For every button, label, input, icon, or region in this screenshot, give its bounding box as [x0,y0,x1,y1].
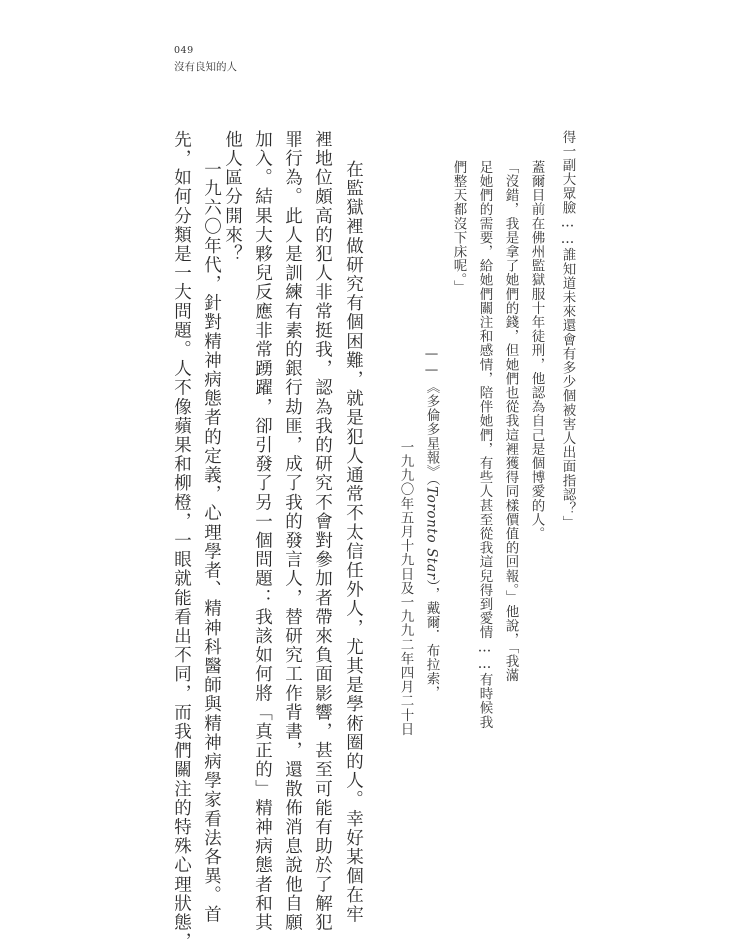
attribution-date: 一九九〇年五月十九日及一九九二年四月二十日 [397,440,414,737]
attribution-dash: —— [423,346,440,378]
body-line: 他人區分開來？ [222,130,243,264]
body-line: 裡地位頗高的犯人非常挺我，認為我的研究不會對參加者帶來負面影響，甚至可能有助於了解犯 [312,130,333,933]
attribution-source-latin: Toronto Star [423,486,440,580]
page-header [174,46,237,72]
quote-line: 蓋爾目前在佛州監獄服十年徒刑，他認為自己是個博愛的人。 [528,160,545,541]
page-number: 049 [174,45,194,56]
quote-line: 「沒錯，我是拿了她們的錢，但她們也從我這裡獲得同樣價值的回報。」他說，「我滿 [502,160,519,683]
body-line: 加入。結果大夥兒反應非常踴躍，卻引發了另一個問題：我該如何將「真正的」精神病態者和其 [252,130,273,933]
attribution-source-prefix: 《多倫多星報》（ [423,380,440,487]
body-line: 在監獄裡做研究有個困難，就是犯人通常不太信任外人，尤其是學術圈的人。幸好某個在牢 [343,160,364,924]
body-line: 一九六〇年代，針對精神病態者的定義，心理學者、精神科醫師與精神病學家看法各異。首 [201,160,222,924]
quote-line: 們整天都沒下床呢。」 [450,160,467,295]
body-line: 罪行為。此人是訓練有素的銀行劫匪，成了我的發言人，替研究工作背書，還散佈消息說他自願 [282,130,303,933]
quote-line: 得一副大眾臉……誰知道未來還會有多少個被害人出面指認？」 [559,130,576,530]
attribution-source-suffix: ），戴爾．布拉索， [423,579,440,700]
running-title: 沒有良知的人 [174,60,237,73]
quote-line: 足她們的需要，給她們關注和感情，陪伴她們，有些人甚至從我這兒得到愛情……有時候我 [476,160,493,729]
attribution-source [424,380,438,700]
body-line: 先，如何分類是一大問題。人不像蘋果和柳橙，一眼就能看出不同，而我們關注的特殊心理狀態， [171,130,192,951]
